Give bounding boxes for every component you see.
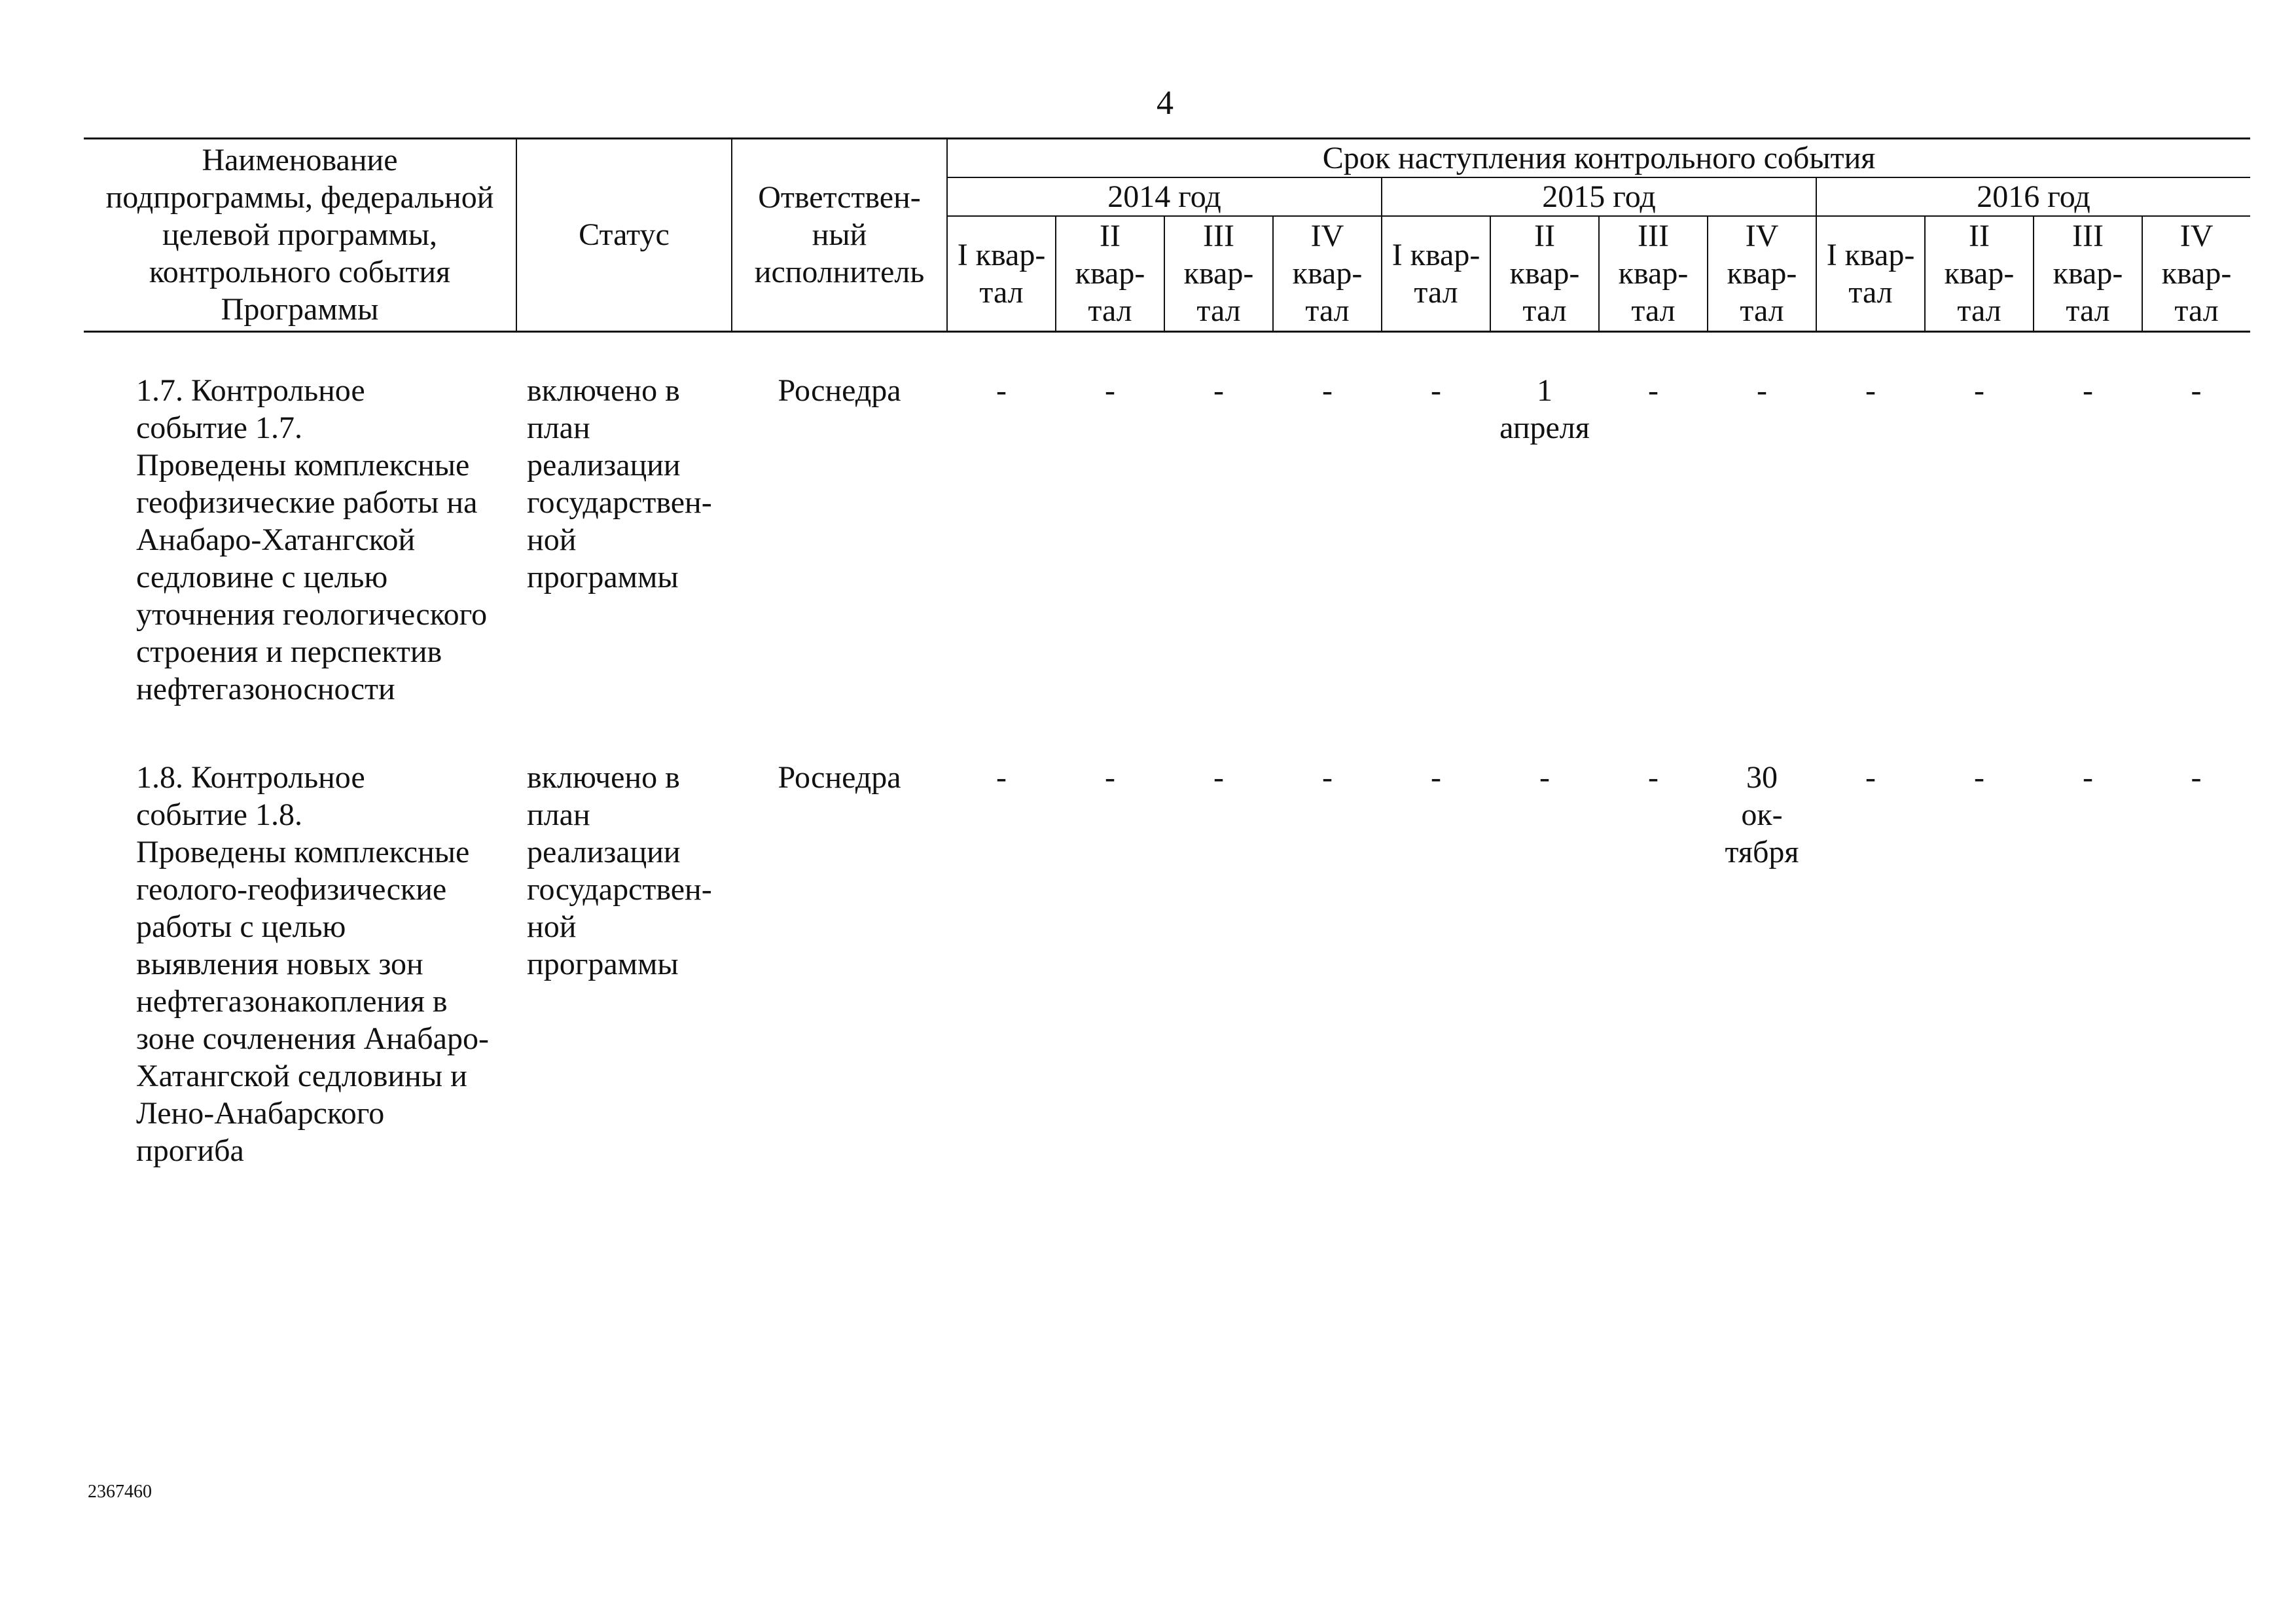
header-quarter-i-2015: I квар- тал: [1382, 216, 1490, 331]
header-quarter-iv-2014: IV квар- тал: [1273, 216, 1382, 331]
quarter-cell: -: [1865, 373, 1876, 408]
quarter-cell: -: [1322, 373, 1333, 408]
quarter-cell: -: [996, 373, 1007, 408]
header-quarter-iv-2015: IV квар- тал: [1708, 216, 1816, 331]
quarter-cell: -: [1322, 759, 1333, 795]
quarter-cell: 30 ок- тября: [1725, 759, 1799, 869]
header-quarter-iii-2015: III квар- тал: [1599, 216, 1708, 331]
quarter-cell: -: [1431, 759, 1441, 795]
quarter-cell: -: [1757, 373, 1767, 408]
quarter-cell: -: [1105, 373, 1115, 408]
quarter-cell: -: [996, 759, 1007, 795]
header-quarter-ii-2015: II квар- тал: [1490, 216, 1599, 331]
page-number: 4: [1157, 84, 1174, 122]
quarter-cell: 1 апреля: [1499, 373, 1590, 445]
quarter-cell: -: [1539, 759, 1550, 795]
table-row: [84, 372, 2250, 708]
quarter-cell: -: [1648, 759, 1659, 795]
quarter-cell: -: [1105, 759, 1115, 795]
header-deadline-group: Срок наступления контрольного события: [947, 139, 2250, 178]
quarter-cell: -: [2083, 373, 2093, 408]
header-quarter-ii-2016: II квар- тал: [1925, 216, 2034, 331]
header-responsible-column: Ответствен- ный исполнитель: [732, 139, 947, 332]
quarter-cell: -: [1974, 373, 1984, 408]
header-quarter-i-2014: I квар- тал: [947, 216, 1056, 331]
status-cell: включено в план реализации государствен- ной программы: [527, 759, 712, 981]
quarter-cell: -: [1213, 373, 1224, 408]
header-year-2016: 2016 год: [1816, 177, 2250, 216]
table-row: [84, 759, 2250, 1169]
status-cell: включено в план реализации государствен- ной программы: [527, 373, 712, 594]
header-quarter-iv-2016: IV квар- тал: [2142, 216, 2250, 331]
responsible-cell: Роснедра: [778, 759, 901, 795]
quarter-cell: -: [1431, 373, 1441, 408]
header-year-2015: 2015 год: [1382, 177, 1816, 216]
header-status-column: Статус: [516, 139, 732, 332]
quarter-cell: -: [1648, 373, 1659, 408]
header-quarter-ii-2014: II квар- тал: [1056, 216, 1164, 331]
header-quarter-iii-2016: III квар- тал: [2034, 216, 2142, 331]
quarter-cell: -: [2191, 373, 2202, 408]
quarter-cell: -: [2083, 759, 2093, 795]
table-header: [84, 139, 2250, 332]
event-name-cell: 1.8. Контрольное событие 1.8. Проведены комплексные геолого-геофизические работы с целью выявления новых зон нефтегазонакопления в зоне сочленения Анабаро- Хатангской седловины и Лено-Анабарского прогиба: [136, 759, 489, 1168]
quarter-cell: -: [1213, 759, 1224, 795]
header-name-column: Наименование подпрограммы, федеральной целевой программы, контрольного события Программы: [84, 139, 516, 332]
control-events-table: [84, 137, 2250, 1169]
quarter-cell: -: [1865, 759, 1876, 795]
header-year-2014: 2014 год: [947, 177, 1382, 216]
document-code: 2367460: [88, 1482, 152, 1502]
quarter-cell: -: [1974, 759, 1984, 795]
header-quarter-i-2016: I квар- тал: [1816, 216, 1925, 331]
table-body: [84, 331, 2250, 1169]
responsible-cell: Роснедра: [778, 373, 901, 408]
header-quarter-iii-2014: III квар- тал: [1164, 216, 1273, 331]
event-name-cell: 1.7. Контрольное событие 1.7. Проведены комплексные геофизические работы на Анабаро-Хатангской седловине с целью уточнения геологического строения и перспектив нефтегазоносности: [136, 373, 488, 706]
quarter-cell: -: [2191, 759, 2202, 795]
